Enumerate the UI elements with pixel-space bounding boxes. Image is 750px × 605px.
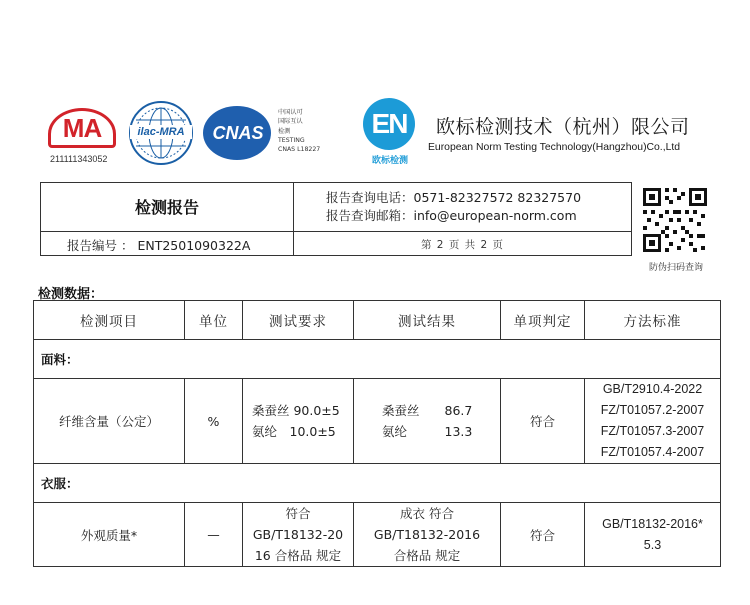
cnas-logo [203, 106, 335, 162]
qr-caption: 防伪扫码查询 [648, 263, 703, 273]
cma-logo [48, 108, 120, 168]
cma-mark-text: MA [62, 113, 102, 143]
test-data-table [33, 300, 721, 567]
test-item: 纤维含量（公定） [34, 379, 185, 464]
column-header: 测试结果 [354, 301, 501, 340]
column-header: 检测项目 [34, 301, 185, 340]
requirement [243, 379, 354, 464]
company-logo-subtitle: 欧标检测 [371, 156, 408, 166]
result-line: 合格品 规定 [393, 548, 461, 563]
ilac-mra-label: ilac-MRA [130, 125, 192, 139]
divider [41, 231, 631, 232]
company-name-cn: 欧标检测技术（杭州）限公司 [436, 116, 690, 138]
company-logo-mark: EN [371, 108, 407, 139]
cnas-line: 国际互认 [278, 118, 303, 126]
column-header: 方法标准 [585, 301, 721, 340]
standard-line: 5.3 [643, 537, 662, 552]
group-label: 面料： [34, 340, 721, 379]
standard-line: GB/T2910.4-2022 [602, 382, 703, 396]
standard-line: FZ/T01057.2-2007 [600, 403, 705, 417]
requirement-line: 符合 [285, 506, 311, 521]
result-line: 桑蚕丝 86.7 [382, 403, 473, 418]
contact-email: 报告查询邮箱：info@european-norm.com [326, 208, 577, 223]
page-info: 第 2 页 共 2 页 [420, 239, 505, 251]
requirement-line: 氨纶 10.0±5 [252, 424, 336, 439]
result [354, 379, 501, 464]
cnas-line: 中国认可 [278, 109, 303, 116]
verdict: 符合 [501, 379, 585, 464]
method-standard [585, 503, 721, 567]
test-item: 外观质量* [34, 503, 185, 567]
section-label: 检测数据： [38, 287, 104, 302]
result [354, 503, 501, 567]
group-row [34, 340, 721, 379]
group-label: 衣服： [34, 464, 721, 503]
column-header: 单位 [185, 301, 243, 340]
standard-line: GB/T18132-2016* [602, 516, 703, 531]
cnas-line: CNAS L18227 [278, 146, 321, 154]
requirement-line: GB/T18132-20 [252, 527, 344, 542]
cnas-line: TESTING [278, 136, 305, 144]
ilac-mra-logo [128, 100, 194, 166]
cma-number: 211111343052 [50, 154, 108, 164]
requirement-line: 16 合格品 规定 [254, 548, 342, 563]
table-row [34, 503, 721, 567]
report-title: 检测报告 [134, 198, 199, 217]
result-line: GB/T18132-2016 [373, 527, 481, 542]
verdict: 符合 [501, 503, 585, 567]
requirement [243, 503, 354, 567]
qr-code-graphic [641, 186, 709, 254]
logo-row [0, 98, 750, 168]
cnas-accreditation-text [278, 108, 338, 154]
qr-code-icon[interactable] [641, 186, 709, 254]
standard-line: FZ/T01057.3-2007 [600, 424, 705, 438]
contact-info [326, 189, 636, 225]
report-header-box [40, 182, 632, 256]
contact-phone: 报告查询电话：0571-82327572 82327570 [326, 190, 582, 205]
column-header: 测试要求 [243, 301, 354, 340]
company-logo [360, 98, 420, 168]
table-row [34, 379, 721, 464]
group-row [34, 464, 721, 503]
result-line: 成衣 符合 [400, 506, 454, 521]
cnas-word: CNAS [212, 123, 264, 143]
unit: % [185, 379, 243, 464]
result-line: 氨纶 13.3 [382, 424, 473, 439]
cnas-line: 检测 [278, 127, 291, 135]
table-header-row [34, 301, 721, 340]
method-standard [585, 379, 721, 464]
unit: — [185, 503, 243, 567]
report-number: 报告编号 ： ENT2501090322A [67, 238, 251, 253]
standard-line: FZ/T01057.4-2007 [600, 445, 705, 459]
column-header: 单项判定 [501, 301, 585, 340]
company-name-en: European Norm Testing Technology(Hangzhou)Co.,Ltd [428, 142, 681, 153]
requirement-line: 桑蚕丝 90.0±5 [252, 403, 340, 418]
